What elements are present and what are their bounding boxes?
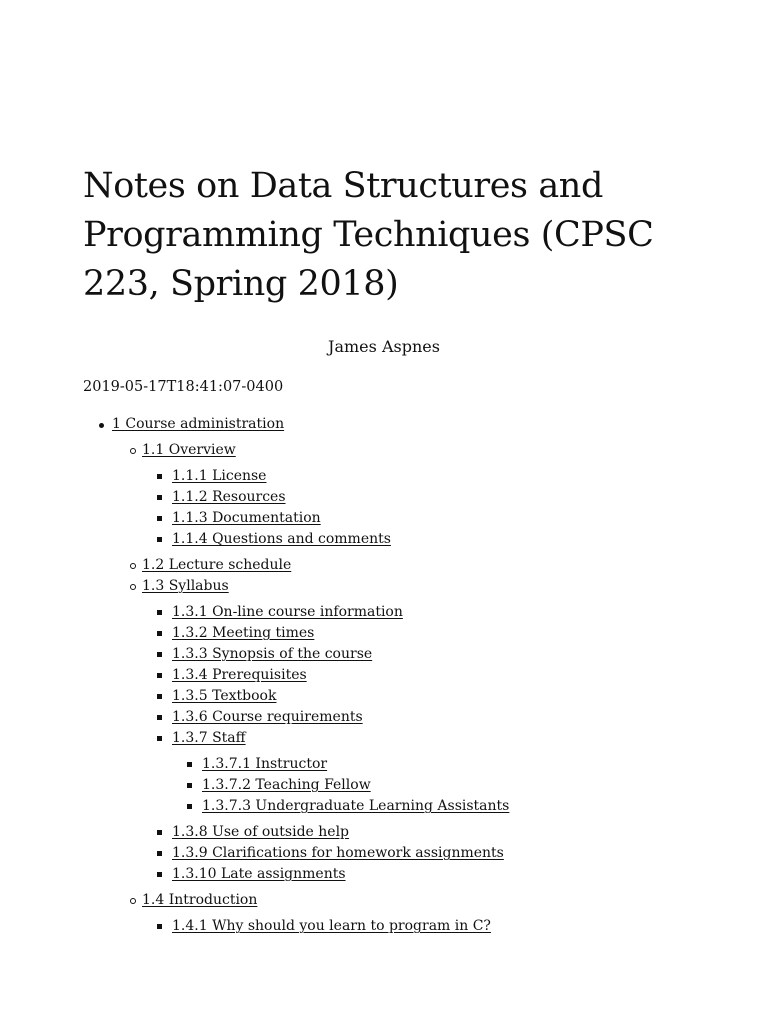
bullet-square-icon [157, 924, 162, 929]
toc-item [83, 602, 703, 623]
toc-item [83, 508, 703, 529]
bullet-square-icon [187, 783, 192, 788]
bullet-circle-icon [130, 563, 136, 569]
toc-link-1-4-1[interactable]: 1.4.1 Why should you learn to program in C? [172, 918, 491, 934]
toc-link-1-3-7-3[interactable]: 1.3.7.3 Undergraduate Learning Assistants [202, 798, 510, 814]
bullet-square-icon [157, 474, 162, 479]
toc-item [83, 665, 703, 686]
toc-link-1-3-3[interactable]: 1.3.3 Synopsis of the course [172, 646, 373, 662]
bullet-disc-icon [99, 423, 104, 428]
toc-link-1-3-1[interactable]: 1.3.1 On-line course information [172, 604, 403, 620]
toc-item [83, 916, 703, 937]
toc-item [83, 754, 703, 775]
toc-link-1-4[interactable]: 1.4 Introduction [142, 892, 258, 908]
document-date: 2019-05-17T18:41:07-0400 [83, 379, 284, 395]
toc-link-1-1-1[interactable]: 1.1.1 License [172, 468, 267, 484]
toc-link-1-3-7[interactable]: 1.3.7 Staff [172, 730, 246, 746]
bullet-square-icon [157, 610, 162, 615]
toc-link-1-1[interactable]: 1.1 Overview [142, 442, 236, 458]
toc-item [83, 440, 703, 461]
bullet-circle-icon [130, 584, 136, 590]
toc-item [83, 623, 703, 644]
toc-link-1-3[interactable]: 1.3 Syllabus [142, 578, 229, 594]
bullet-square-icon [157, 516, 162, 521]
toc-item [83, 890, 703, 911]
toc-link-1-3-8[interactable]: 1.3.8 Use of outside help [172, 824, 350, 840]
toc-item [83, 686, 703, 707]
toc-link-1-3-7-1[interactable]: 1.3.7.1 Instructor [202, 756, 328, 772]
toc-link-1-1-4[interactable]: 1.1.4 Questions and comments [172, 531, 391, 547]
toc-item [83, 555, 703, 576]
bullet-square-icon [157, 673, 162, 678]
bullet-square-icon [157, 872, 162, 877]
toc-item [83, 843, 703, 864]
bullet-circle-icon [130, 448, 136, 454]
bullet-square-icon [187, 804, 192, 809]
toc-link-1-3-7-2[interactable]: 1.3.7.2 Teaching Fellow [202, 777, 371, 793]
toc-item [83, 529, 703, 550]
toc-link-1-3-9[interactable]: 1.3.9 Clarifications for homework assignments [172, 845, 504, 861]
bullet-square-icon [157, 736, 162, 741]
bullet-square-icon [187, 762, 192, 767]
toc-item [83, 414, 703, 435]
toc-item [83, 796, 703, 817]
toc-link-1-3-6[interactable]: 1.3.6 Course requirements [172, 709, 363, 725]
toc-item [83, 707, 703, 728]
toc-item [83, 864, 703, 885]
toc-link-1-2[interactable]: 1.2 Lecture schedule [142, 557, 292, 573]
bullet-square-icon [157, 694, 162, 699]
toc-link-1[interactable]: 1 Course administration [112, 416, 285, 432]
toc-link-1-3-2[interactable]: 1.3.2 Meeting times [172, 625, 315, 641]
bullet-square-icon [157, 851, 162, 856]
bullet-square-icon [157, 537, 162, 542]
table-of-contents [83, 414, 703, 937]
toc-link-1-3-10[interactable]: 1.3.10 Late assignments [172, 866, 346, 882]
bullet-square-icon [157, 830, 162, 835]
toc-item [83, 775, 703, 796]
bullet-circle-icon [130, 898, 136, 904]
toc-item [83, 822, 703, 843]
toc-link-1-3-4[interactable]: 1.3.4 Prerequisites [172, 667, 307, 683]
toc-item [83, 644, 703, 665]
bullet-square-icon [157, 631, 162, 636]
toc-link-1-1-2[interactable]: 1.1.2 Resources [172, 489, 286, 505]
toc-link-1-3-5[interactable]: 1.3.5 Textbook [172, 688, 277, 704]
toc-item [83, 487, 703, 508]
bullet-square-icon [157, 495, 162, 500]
bullet-square-icon [157, 652, 162, 657]
toc-link-1-1-3[interactable]: 1.1.3 Documentation [172, 510, 321, 526]
toc-item [83, 466, 703, 487]
document-title: Notes on Data Structures and Programming Techniques (CPSC 223, Spring 2018) [83, 166, 654, 304]
toc-item [83, 728, 703, 749]
toc-item [83, 576, 703, 597]
bullet-square-icon [157, 715, 162, 720]
document-author: James Aspnes [328, 337, 440, 356]
